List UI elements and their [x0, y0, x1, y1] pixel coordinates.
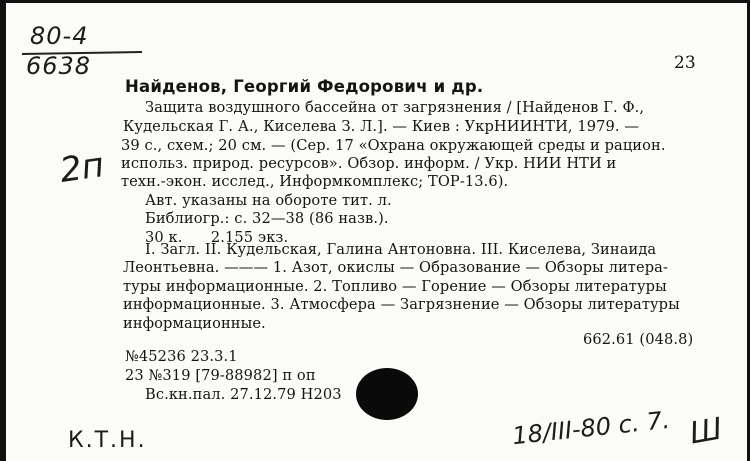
handwritten-degree-note: К.Т.Н. — [68, 428, 147, 453]
handwritten-call-number-bottom: 6638 — [26, 52, 92, 80]
body-line: 39 с., схем.; 20 см. — (Сер. 17 «Охрана окружающей среды и рацион. — [121, 137, 666, 154]
ink-blot — [356, 368, 418, 420]
note-line: 30 к. 2.155 экз. — [145, 229, 289, 246]
body-line: техн.-экон. исслед., Информкомплекс; ТОР-13.6). — [121, 173, 509, 190]
footer-line: Вс.кн.пал. 27.12.79 Н203 — [145, 386, 342, 403]
page-number: 23 — [674, 53, 696, 73]
handwritten-call-number-top: 80-4 — [30, 22, 89, 50]
footer-line: 23 №319 [79-88982] п оп — [125, 367, 316, 384]
note-line: Авт. указаны на обороте тит. л. — [145, 192, 392, 209]
footer-line: №45236 23.3.1 — [125, 348, 238, 365]
subject-line: информационные. 3. Атмосфера — Загрязнение — Обзоры литературы — [123, 296, 680, 313]
card-left-edge — [0, 0, 6, 461]
subject-line: I. Загл. II. Кудельская, Галина Антоновна. III. Киселева, Зинаида — [145, 241, 657, 258]
entry-heading: Найденов, Георгий Федорович и др. — [125, 77, 484, 96]
body-line: Кудельская Г. А., Киселева З. Л.]. — Киев : УкрНИИНТИ, 1979. — — [123, 118, 640, 135]
handwritten-side-mark: 2п — [57, 145, 107, 191]
subject-line: информационные. — [123, 315, 266, 332]
subject-line: туры информационные. 2. Топливо — Горение — Обзоры литературы — [123, 278, 667, 295]
handwritten-date: 18/III-80 с. 7. — [510, 405, 672, 451]
note-line: Библиогр.: с. 32—38 (86 назв.). — [145, 210, 389, 227]
card-top-edge — [0, 0, 750, 3]
body-line: использ. природ. ресурсов». Обзор. информ. / Укр. НИИ НТИ и — [121, 155, 617, 172]
classification-number: 662.61 (048.8) — [583, 331, 694, 348]
subject-line: Леонтьевна. ——— 1. Азот, окислы — Образование — Обзоры литера- — [123, 259, 668, 276]
handwritten-signature: Ш — [687, 411, 725, 452]
body-line: Защита воздушного бассейна от загрязнения / [Найденов Г. Ф., — [145, 99, 645, 116]
